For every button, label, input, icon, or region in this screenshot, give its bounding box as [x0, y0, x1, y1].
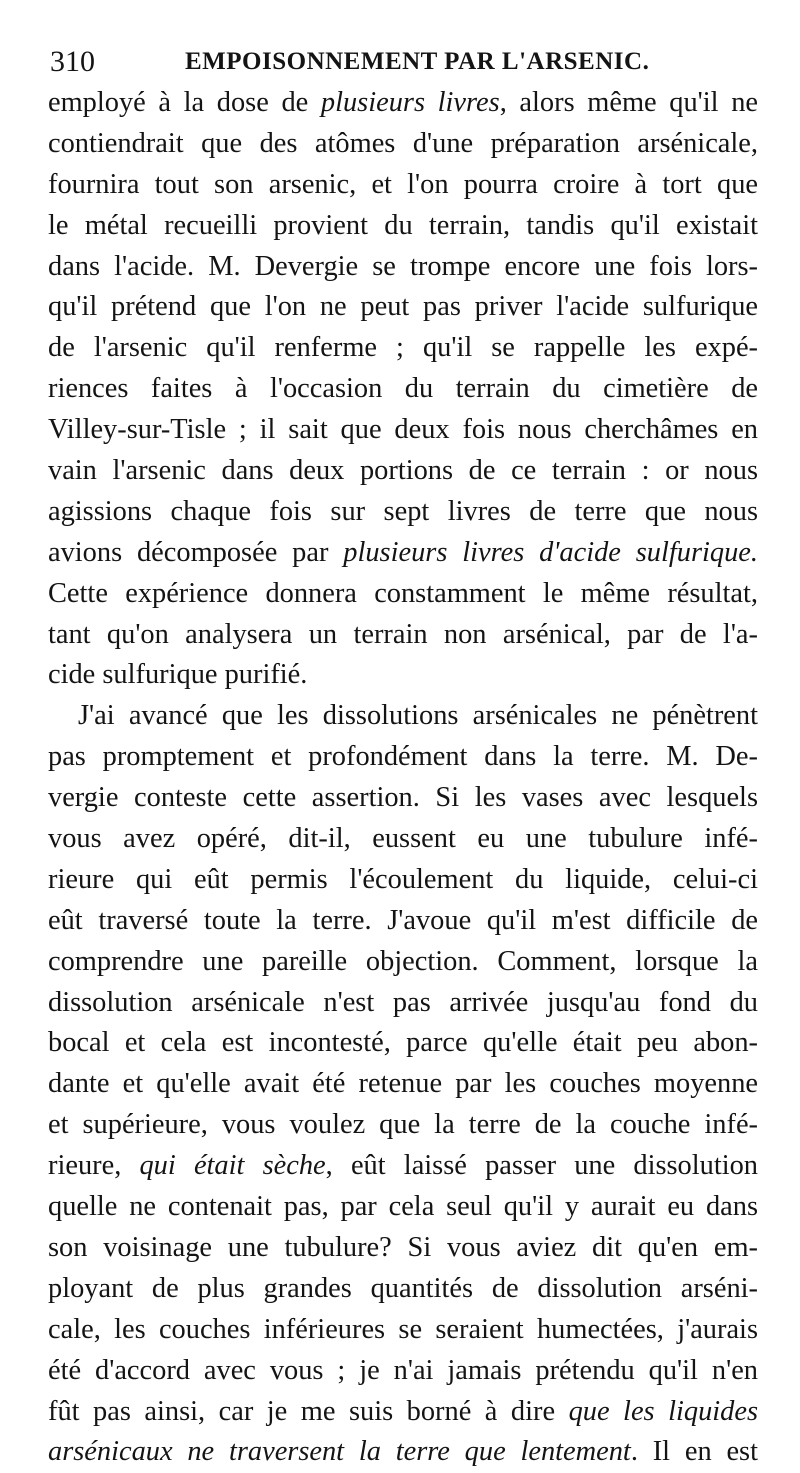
- text-line: [48, 615, 758, 656]
- text-line: [48, 206, 758, 247]
- text-line: [48, 369, 758, 410]
- text-segment: J'ai avancé que les dissolutions arsénicales ne pénètrent: [78, 700, 758, 732]
- text-line: [48, 533, 758, 574]
- page-number: 310: [50, 45, 95, 78]
- text-line: [48, 1432, 758, 1473]
- text-line: [48, 1228, 758, 1269]
- running-title: EMPOISONNEMENT PAR L'ARSENIC.: [185, 48, 650, 75]
- text-line: [48, 165, 758, 206]
- text-segment: dissolution arsénicale n'est pas arrivée jusqu'au fond du: [48, 986, 758, 1018]
- text-segment: dante et qu'elle avait été retenue par les couches moyenne: [48, 1068, 758, 1100]
- text-segment: , eût laissé passer une dissolution: [325, 1150, 759, 1182]
- text-line: [48, 1064, 758, 1105]
- text-line: [48, 247, 758, 288]
- text-line: [48, 696, 758, 737]
- text-line: [48, 287, 758, 328]
- text-segment: tant qu'on analysera un terrain non arsénical, par de l'a-: [48, 618, 758, 650]
- italic-text-segment: plusieurs livres d'acide sulfurique.: [343, 536, 758, 568]
- text-segment: agissions chaque fois sur sept livres de terre que nous: [48, 495, 758, 527]
- text-segment: . Il en est: [630, 1436, 758, 1468]
- text-line: [48, 124, 758, 165]
- text-line: [48, 83, 758, 124]
- text-segment: vain l'arsenic dans deux portions de ce terrain : or nous: [48, 455, 758, 487]
- italic-text-segment: qui était sèche: [139, 1150, 326, 1182]
- text-segment: et supérieure, vous voulez que la terre de la couche infé-: [48, 1109, 758, 1141]
- text-segment: de l'arsenic qu'il renferme ; qu'il se rappelle les expé-: [48, 332, 758, 364]
- text-line: [48, 819, 758, 860]
- text-line: [48, 860, 758, 901]
- text-line: [48, 942, 758, 983]
- text-segment: employé à la dose de: [48, 87, 321, 118]
- text-line: [48, 410, 758, 451]
- text-segment: Villey-sur-Tisle ; il sait que deux fois nous cherchâmes en: [48, 414, 758, 446]
- text-segment: contiendrait que des atômes d'une préparation arsénicale,: [48, 127, 758, 159]
- text-line: [48, 983, 758, 1024]
- text-line: [48, 655, 758, 696]
- italic-text-segment: que les liquides: [568, 1395, 759, 1427]
- text-line: [48, 1310, 758, 1351]
- text-segment: qu'il prétend que l'on ne peut pas priver l'acide sulfurique: [48, 291, 758, 323]
- text-segment: quelle ne contenait pas, par cela seul qu'il y aurait eu dans: [48, 1191, 758, 1223]
- text-line: [48, 1187, 758, 1228]
- text-line: [48, 1392, 758, 1433]
- italic-text-segment: arsénicaux ne traversent la terre que lentement: [48, 1436, 631, 1468]
- text-segment: Cette expérience donnera constamment le même résultat,: [48, 577, 758, 609]
- text-segment: fût pas ainsi, car je me suis borné à dire: [48, 1395, 569, 1427]
- text-segment: avions décomposée par: [48, 536, 344, 568]
- text-segment: ployant de plus grandes quantités de dissolution arséni-: [48, 1272, 758, 1304]
- text-line: [48, 451, 758, 492]
- text-segment: son voisinage une tubulure? Si vous aviez dit qu'en em-: [48, 1231, 758, 1263]
- text-segment: bocal et cela est incontesté, parce qu'elle était peu abon-: [48, 1027, 758, 1059]
- text-line: [48, 737, 758, 778]
- text-line: [48, 1105, 758, 1146]
- text-segment: le métal recueilli provient du terrain, tandis qu'il existait: [48, 209, 758, 241]
- text-line: [48, 328, 758, 369]
- italic-text-segment: plusieurs livres: [320, 87, 500, 118]
- text-segment: cale, les couches inférieures se seraient humectées, j'aurais: [48, 1313, 758, 1345]
- text-segment: vous avez opéré, dit-il, eussent eu une tubulure infé-: [48, 823, 758, 855]
- text-line: [48, 778, 758, 819]
- text-segment: pas promptement et profondément dans la terre. M. De-: [48, 741, 758, 773]
- text-line: [48, 574, 758, 615]
- text-line: [48, 492, 758, 533]
- text-line: [48, 1351, 758, 1392]
- text-segment: vergie conteste cette assertion. Si les vases avec lesquels: [48, 782, 758, 814]
- text-segment: fournira tout son arsenic, et l'on pourra croire à tort que: [48, 168, 758, 200]
- text-line: [48, 1269, 758, 1310]
- text-segment: riences faites à l'occasion du terrain du cimetière de: [48, 373, 758, 405]
- text-segment: eût traversé toute la terre. J'avoue qu'il m'est difficile de: [48, 904, 758, 936]
- text-segment: comprendre une pareille objection. Comment, lorsque la: [48, 945, 758, 977]
- text-segment: rieure qui eût permis l'écoulement du liquide, celui-ci: [48, 863, 758, 895]
- text-line: [48, 1023, 758, 1064]
- text-segment: , alors même qu'il ne: [499, 87, 758, 118]
- text-segment: dans l'acide. M. Devergie se trompe encore une fois lors-: [48, 250, 758, 282]
- page-header: [0, 42, 800, 82]
- text-segment: été d'accord avec vous ; je n'ai jamais prétendu qu'il n'en: [48, 1354, 758, 1386]
- text-segment: cide sulfurique purifié.: [48, 659, 308, 691]
- text-line: [48, 901, 758, 942]
- text-segment: rieure,: [48, 1150, 140, 1182]
- text-line: [48, 1146, 758, 1187]
- body-text: [48, 83, 758, 1473]
